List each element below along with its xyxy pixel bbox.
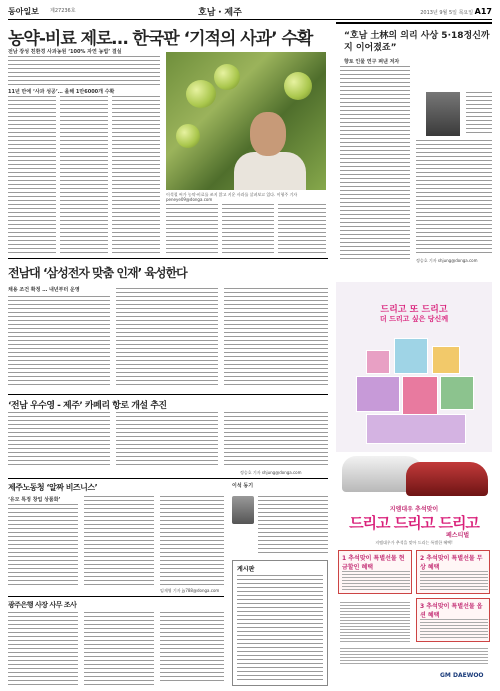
- gift-box-icon: [440, 376, 474, 410]
- gm-daewoo-logo: GM DAEWOO: [440, 672, 484, 679]
- section-divider-3: [8, 478, 328, 479]
- gift-advertisement: [336, 282, 492, 452]
- date-page: [420, 7, 492, 16]
- apple-icon: [176, 124, 200, 148]
- notice-board: [232, 560, 328, 686]
- labor-text-col2: [84, 496, 154, 586]
- main-headline: 농약-비료 제로… 한국판 ‘기적의 사과’ 수확: [8, 29, 313, 49]
- ad1-line1: 드리고 또 드리고: [380, 305, 448, 315]
- interview-subtitle: 향토 인물 연구 펴낸 저자: [344, 59, 400, 65]
- ferry-text-col2: [116, 412, 218, 468]
- gift-box-icon: [402, 376, 438, 416]
- gm-daewoo-advertisement: [336, 452, 492, 686]
- section-divider: [8, 258, 328, 259]
- photo-caption: 이석철 씨가 농약·비료를 쓰지 않고 키운 사과를 살펴보고 있다. 이형주 기자 peneye09@donga.com: [166, 192, 298, 202]
- notice-title: 게시판: [237, 566, 255, 573]
- labor-text-col1: [8, 504, 78, 586]
- side-label: 이석 동기: [232, 483, 254, 489]
- body-text: [8, 56, 160, 86]
- farmer-face: [250, 112, 286, 156]
- labor-byline: 임재영 기자 jy788@donga.com: [160, 588, 220, 593]
- ferry-byline: 정승호 기자 shjung@donga.com: [240, 470, 302, 475]
- benefit-text-2: [420, 571, 488, 591]
- bank-headline: 광주은행 사장 사무 조사: [8, 601, 77, 609]
- benefit-box-1: [338, 550, 412, 594]
- benefit-title-1: 1 추석맞이 특별선물 현금할인 혜택: [342, 555, 405, 571]
- page-number: A17: [474, 7, 492, 16]
- body-text-col1: [8, 96, 56, 254]
- ad2-top: 지엠대우 추석맞이: [389, 506, 439, 513]
- newspaper-logo: 동아일보: [8, 7, 39, 16]
- bank-text-col2: [84, 612, 154, 686]
- gift-box-icon: [356, 376, 400, 412]
- section-title: 호남・제주: [198, 8, 242, 18]
- gift-box-icon: [366, 350, 390, 374]
- masthead: [8, 6, 492, 20]
- samsung-text-col3: [224, 288, 328, 388]
- benefit-title-3: 3 추석맞이 특별선물 옵션 혜택: [420, 603, 483, 619]
- benefit-box-2: [416, 550, 490, 594]
- ad2-fineprint: [340, 602, 410, 642]
- benefit-title-2: 2 추석맞이 특별선물 무상 혜택: [420, 555, 483, 571]
- apple-icon: [214, 64, 240, 90]
- main-subhead: 전남 장성 친환경 사과농원 ‘100% 자연 농법’ 결실: [8, 49, 122, 55]
- interview-headline: “호남 土林의 의리 사상 5·18정신까지 이어졌죠”: [344, 31, 490, 53]
- issue-date: 2013년 9월 5일 목요일: [420, 10, 474, 16]
- section-divider-4: [8, 596, 224, 597]
- ad2-sub: 지엠대우가 추석을 맞아 드리는 특별한 혜택!: [375, 540, 453, 545]
- samsung-subhead: 채용 조건 확정 … 내년부터 운영: [8, 287, 80, 293]
- farmer-figure: [234, 152, 306, 190]
- interviewee-photo: [426, 92, 460, 136]
- ferry-text-col3: [224, 412, 328, 468]
- body-text-col2: [60, 96, 108, 254]
- ad2-headline: 드리고 드리고 드리고: [349, 514, 479, 532]
- issue-number: 제27236호: [50, 8, 76, 14]
- bank-text-col3: [160, 612, 224, 682]
- labor-subhead: ‘유모 특정 창업 상품화’: [8, 497, 61, 503]
- apple-icon: [186, 80, 216, 108]
- benefit-text-3: [420, 619, 488, 639]
- gift-box-icon: [394, 338, 428, 374]
- labor-headline: 제주노동청 ‘알짜 비즈니스’: [8, 483, 98, 492]
- interview-byline: 정승호 기자 shjung@donga.com: [416, 258, 478, 263]
- bank-text-col1: [8, 612, 78, 686]
- apple-icon: [284, 72, 312, 100]
- body-text-col6: [278, 204, 326, 254]
- person-photo: [232, 496, 254, 524]
- side-text: [258, 496, 328, 556]
- benefit-box-3: [416, 598, 490, 642]
- body-text-col3: [112, 96, 160, 254]
- interview-text-col1: [340, 66, 410, 262]
- ad2-footer-text: [340, 648, 488, 666]
- ferry-text-col1: [8, 412, 110, 468]
- samsung-text-col1: [8, 296, 110, 388]
- samsung-headline: 전남대 ‘삼성전자 맞춤 인재’ 육성한다: [8, 266, 187, 280]
- main-subhead-2: 11년 만에 ‘사과 성공’… 올해 1만6000개 수확: [8, 89, 115, 95]
- ad2-tag: 페스티벌: [446, 532, 470, 539]
- interview-text-side: [466, 92, 492, 136]
- car-red-icon: [406, 462, 488, 496]
- gift-box-icon: [432, 346, 460, 374]
- gift-box-icon: [366, 414, 466, 444]
- body-text-col5: [222, 204, 274, 254]
- section-divider-2: [8, 394, 328, 395]
- apple-farmer-photo: [166, 52, 326, 190]
- samsung-text-col2: [116, 288, 218, 388]
- notice-text: [237, 575, 323, 681]
- ad1-line2: 더 드리고 싶은 당신께: [379, 315, 449, 323]
- benefit-text-1: [342, 571, 410, 591]
- ferry-headline: ‘전남 우수영 - 제주’ 카페리 항로 개설 추진: [8, 401, 167, 411]
- interview-text-col2: [416, 140, 492, 256]
- body-text-col4: [166, 204, 218, 254]
- labor-text-col3: [160, 496, 224, 586]
